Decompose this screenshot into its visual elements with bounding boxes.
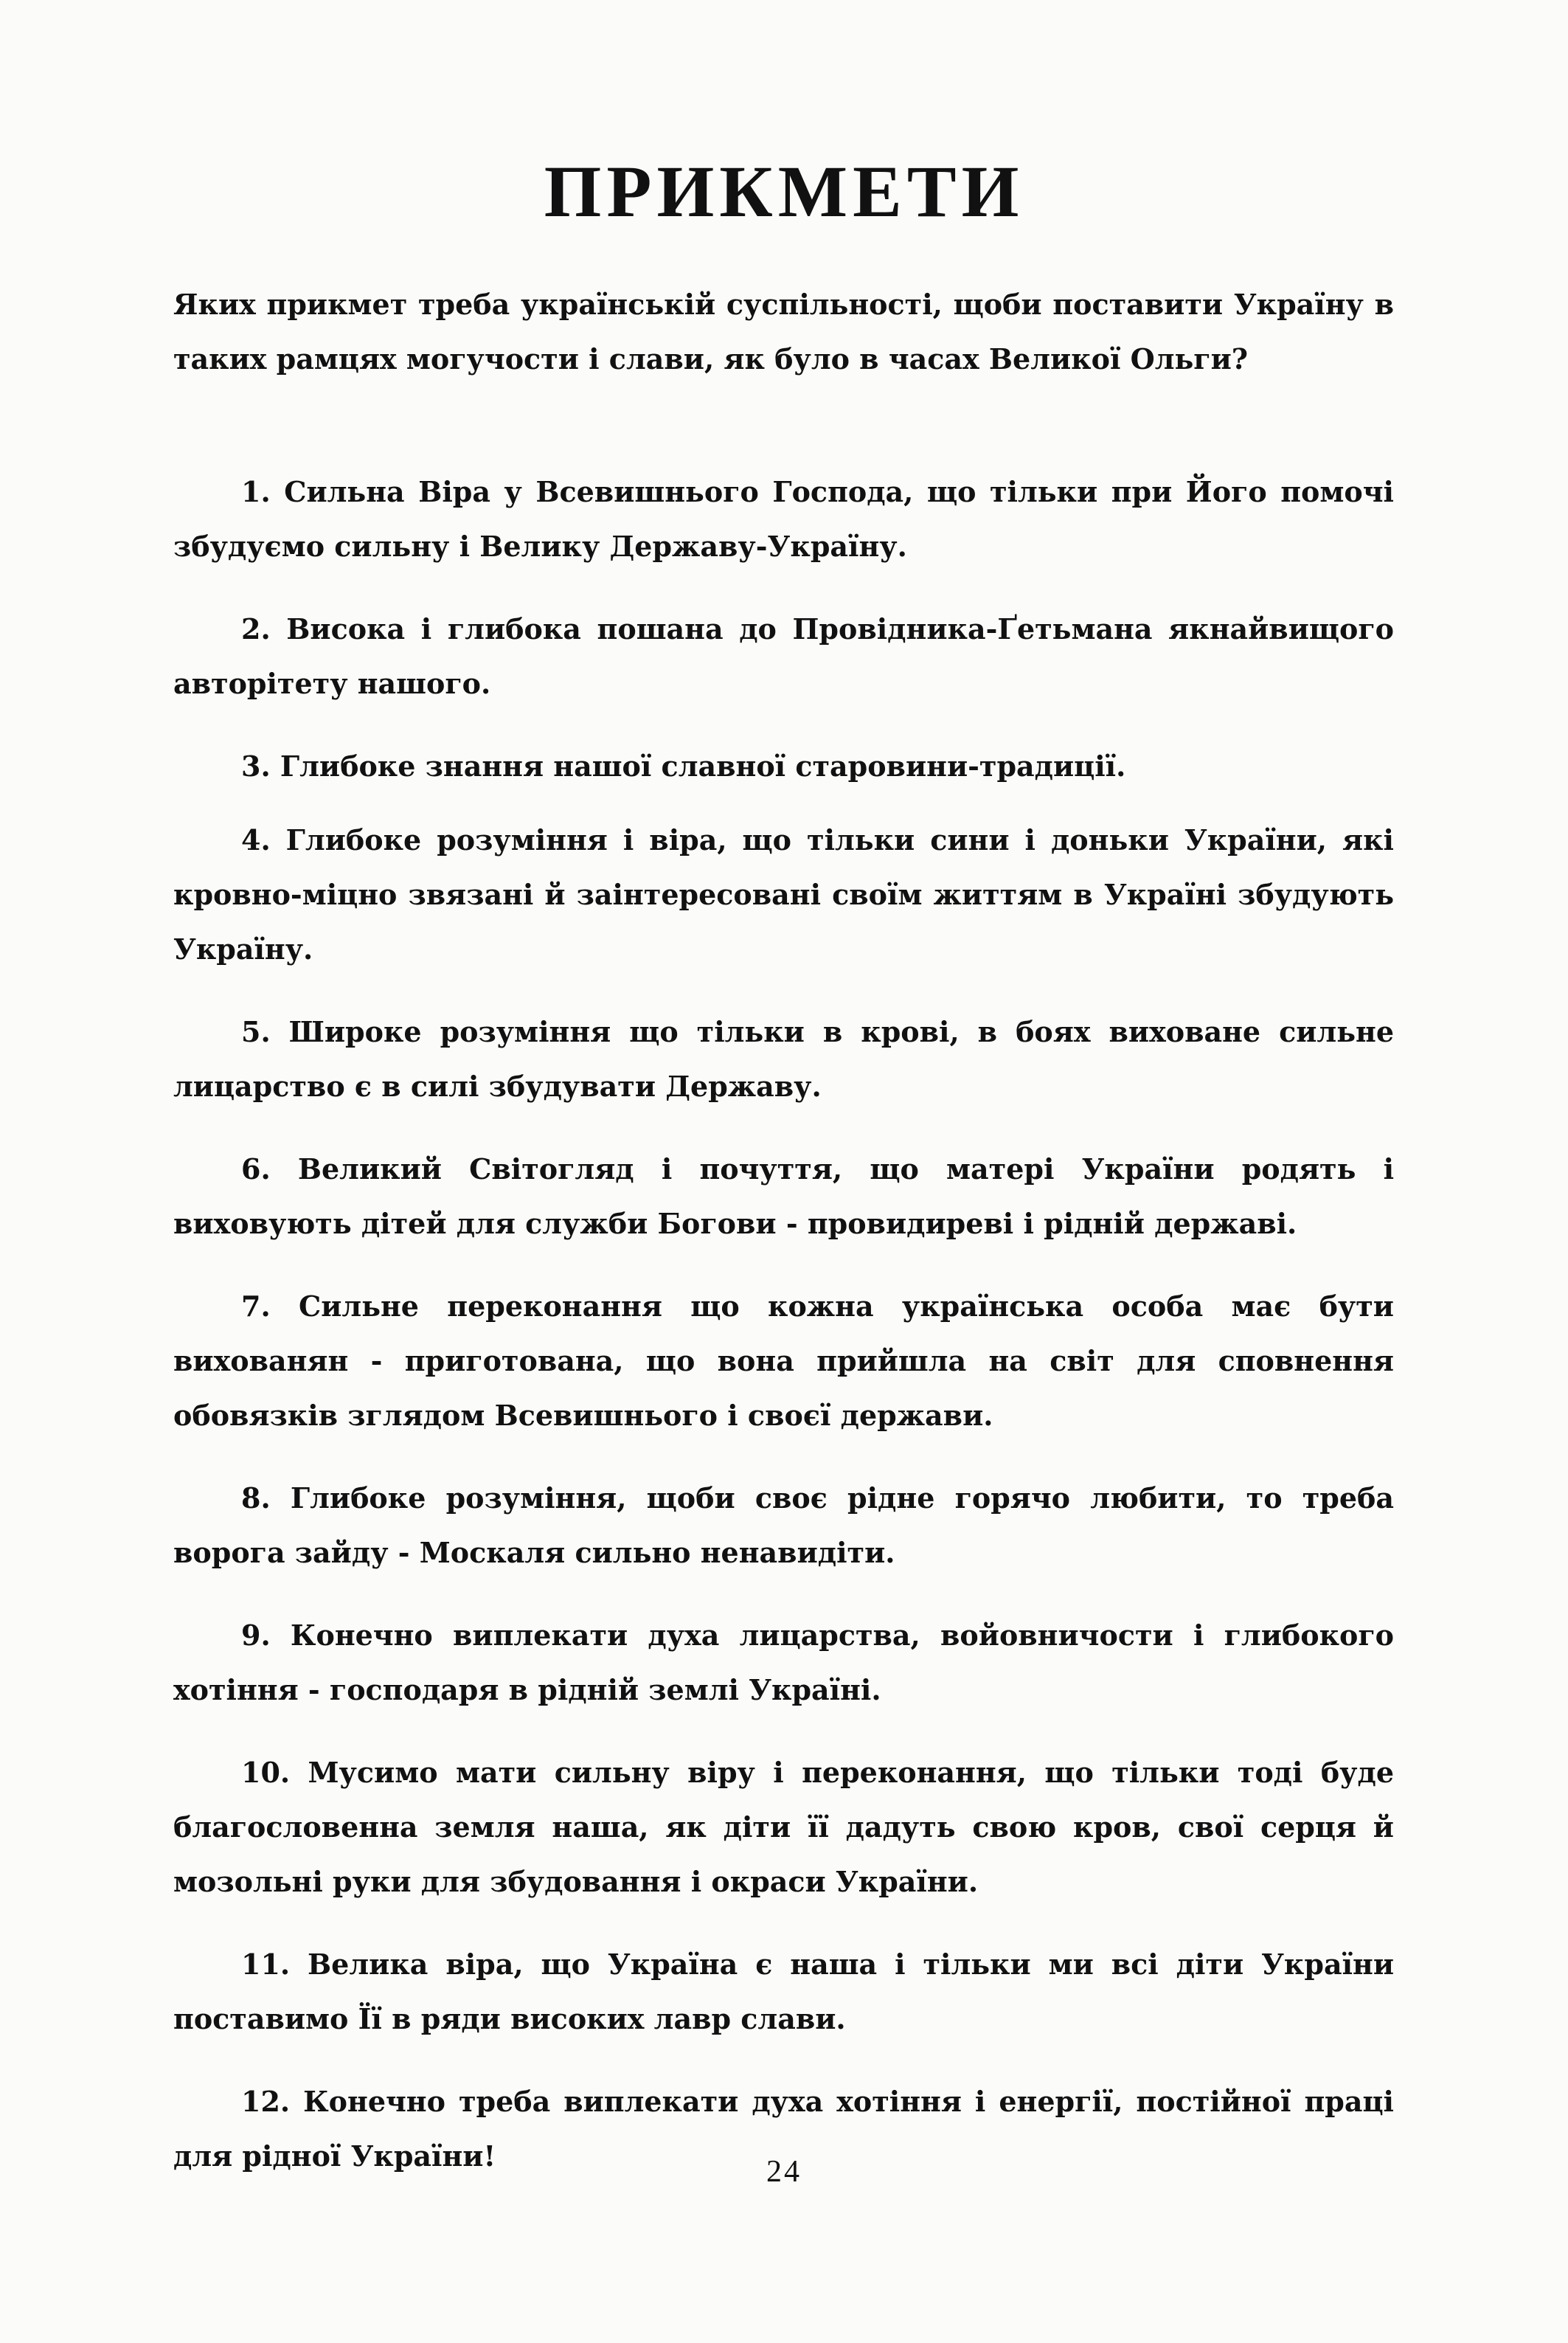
list-item-4: 4. Глибоке розуміння і віра, що тільки сини і доньки України, які кровно-міцно звязані й заінтересовані своїм життям в Україні збудують Україну. [173, 823, 1394, 966]
list-item-8: 8. Глибоке розуміння, щоби своє рідне горячо любити, то треба ворога зайду - Москаля сильно ненавидіти. [173, 1481, 1394, 1569]
list-item-2: 2. Висока і глибока пошана до Провідника-Ґетьмана якнайвищого авторітету нашого. [173, 612, 1394, 700]
list-item-11: 11. Велика віра, що Україна є наша і тільки ми всі діти України поставимо Її в ряди високих лавр слави. [173, 1948, 1394, 2035]
page-number: 24 [766, 2155, 802, 2189]
list-item-3: 3. Глибоке знання нашої славної старовини-традиції. [241, 750, 1126, 783]
list-item-1: 1. Сильна Віра у Всевишнього Господа, що тільки при Його помочі збудуємо сильну і Велику Державу-Україну. [173, 475, 1394, 563]
list-item-12: 12. Конечно треба виплекати духа хотіння і енергії, постійної праці для рідної України! [173, 2085, 1394, 2173]
list-item-6: 6. Великий Світогляд і почуття, що матері України родять і виховують дітей для служби Богови - провидиреві і рідній державі. [173, 1152, 1394, 1240]
intro-paragraph: Яких прикмет треба українській суспільності, щоби поставити Україну в таких рамцях могучости і слави, як було в часах Великої Ольги? [173, 288, 1394, 375]
numbered-list [173, 465, 1394, 2184]
list-item-9: 9. Конечно виплекати духа лицарства, войовничости і глибокого хотіння - господаря в рідній землі Україні. [173, 1619, 1394, 1706]
page-title: ПРИКМЕТИ [544, 150, 1024, 232]
list-item-7: 7. Сильне переконання що кожна українська особа має бути вихованян - приготована, що вона прийшла на світ для сповнення обовязків зглядом Всевишнього і своєї держави. [173, 1290, 1394, 1432]
list-item-5: 5. Широке розуміння що тільки в крові, в боях виховане сильне лицарство є в силі збудувати Державу. [173, 1015, 1394, 1103]
list-item-10: 10. Мусимо мати сильну віру і переконання, що тільки тоді буде благословенна земля наша, як діти її дадуть свою кров, свої серця й мозольні руки для збудовання і окраси України. [173, 1756, 1394, 1898]
